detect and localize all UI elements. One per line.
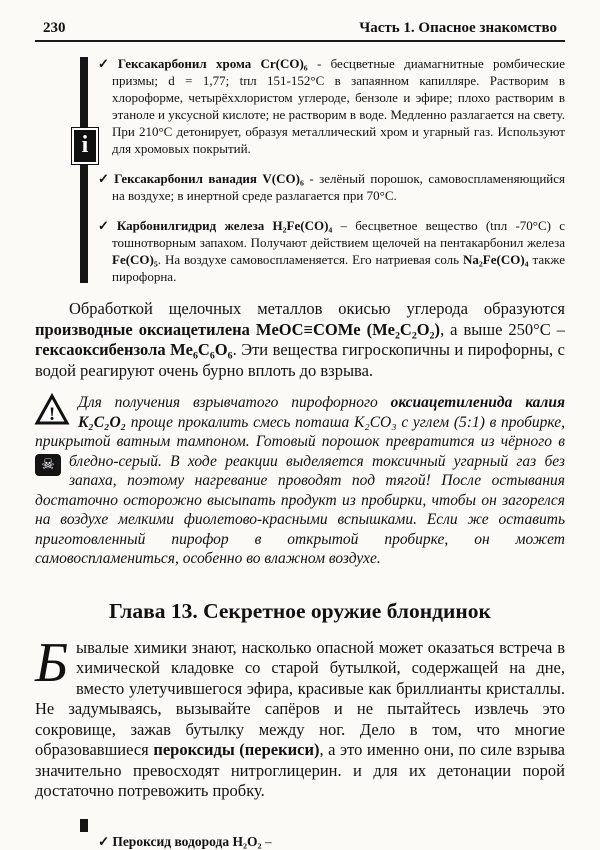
text-run: Гексакарбонил хрома Cr(CO)₆ — [117, 56, 308, 71]
text-run: , а это именно они, по силе взрыва значительно превосходят нитроглицерин. и для их детонации порой достаточно потревожить пробку. — [35, 740, 566, 800]
drop-cap: Б — [35, 631, 69, 694]
info-item — [98, 55, 565, 157]
text-run: - бесцветные диамагнитные ромбические призмы; d = 1,77; tпл 151-152°С в запаянном капилляре. Растворим в хлороформе, четырёххлористом углероде, бензоле и эфире; плохо растворим в этаноле и уксусной кислоте; не растворим в воде. Медленно разлагается на свету. При 210°С детонирует, образуя металлический хром и угарный газ. Используют для хромовых покрытий. — [112, 56, 565, 156]
text-run: также пирофорна. — [112, 252, 565, 284]
info-item — [98, 217, 565, 285]
info-box — [80, 55, 565, 285]
check-icon: ✓ — [98, 218, 114, 233]
body-paragraph — [35, 299, 565, 381]
chapter-paragraph — [35, 631, 566, 802]
info-sidebar-bar — [80, 57, 88, 283]
text-run: , а выше 250°С – — [440, 319, 565, 339]
warning-icon — [35, 394, 69, 425]
text-run: Обработкой щелочных металлов окисью углерода образуются — [69, 299, 565, 318]
text-run: Fe(CO)₅ — [112, 252, 158, 267]
page-number: 230 — [43, 20, 66, 36]
text-run: Гексакарбонил ванадия V(CO)₆ — [114, 171, 304, 186]
check-icon: ✓ — [98, 171, 112, 186]
header-section-title: Часть 1. Опасное знакомство — [359, 20, 557, 36]
text-run: – — [261, 833, 272, 849]
text-run: ывалые химики знают, насколько опасной может оказаться встреча в химической кладовке со старой бутылкой, содержащей на дне, вместо улетучившегося эфира, красивые как бриллианты кристаллы. Не задумываясь, вызывайте сапёров и не пытайтесь извлечь это сокровище, зажав бутылку между ног. Дело в том, что многие образовавшиеся — [35, 637, 565, 759]
text-run: оксиацетиленида калия K₂C₂O₂ — [78, 394, 565, 431]
text-run: Для получения взрывчатого пирофорного — [78, 394, 391, 411]
check-icon: ✓ — [98, 833, 110, 849]
text-run: - зелёный порошок, самовоспламеняющийся на воздухе; в инертной среде разлагается при 70°С. — [112, 171, 565, 203]
info-item — [98, 170, 565, 204]
chapter-heading: Глава 13. Секретное оружие блондинок — [109, 598, 491, 623]
poison-icon: ☠ — [35, 454, 61, 476]
text-run: . На воздухе самовоспламеняется. Его натриевая соль — [157, 252, 464, 267]
text-run: гексаоксибензола Me₆C₆O₆ — [35, 340, 233, 359]
info-icon: i — [71, 127, 99, 165]
text-run: проще прокалить смесь поташа K₂CO₃ с углем (5:1) в пробирке, прикрытой ватным тампоном. Готовый порошок превратится из чёрного в бледно-серый. В ходе реакции выделяется — [35, 413, 565, 470]
info-item — [98, 833, 565, 850]
clipped-next-item — [80, 819, 565, 849]
text-run: производные оксиацетилена MeOC≡COMe (Me₂C₂O₂) — [35, 319, 441, 339]
check-icon: ✓ — [98, 56, 115, 71]
text-run: токсичный угарный газ без запаха, поэтому нагревание проводят под тягой! После остывания достаточно осторожно высыпать продукт из пробирки, чтобы он загорелся на воздухе мелкими фиолетово-красными вспышками. Если же оставить приготовленный пирофор в открытой пробирке, он может самовоспламениться, особенно во влажном воздухе. — [35, 452, 565, 567]
page-header — [35, 20, 565, 42]
text-run: – бесцветное вещество (tпл -70°С) с тошнотворным запахом. Получают действием щелочей на пентакарбонил железа — [112, 218, 565, 250]
text-run: Пероксид водорода Н₂О₂ — [112, 833, 262, 849]
text-run: пероксиды (перекиси) — [153, 740, 320, 759]
text-run: Na₂Fe(CO)₄ — [463, 252, 529, 267]
text-run: Карбонилгидрид железа H₂Fe(CO)₄ — [116, 218, 333, 233]
text-run: . Эти вещества гигроскопичны и пирофорны, с водой реагируют очень бурно вплоть до взрыва. — [35, 340, 565, 380]
warning-note — [35, 393, 565, 569]
warning-exclamation: ! — [48, 404, 56, 425]
